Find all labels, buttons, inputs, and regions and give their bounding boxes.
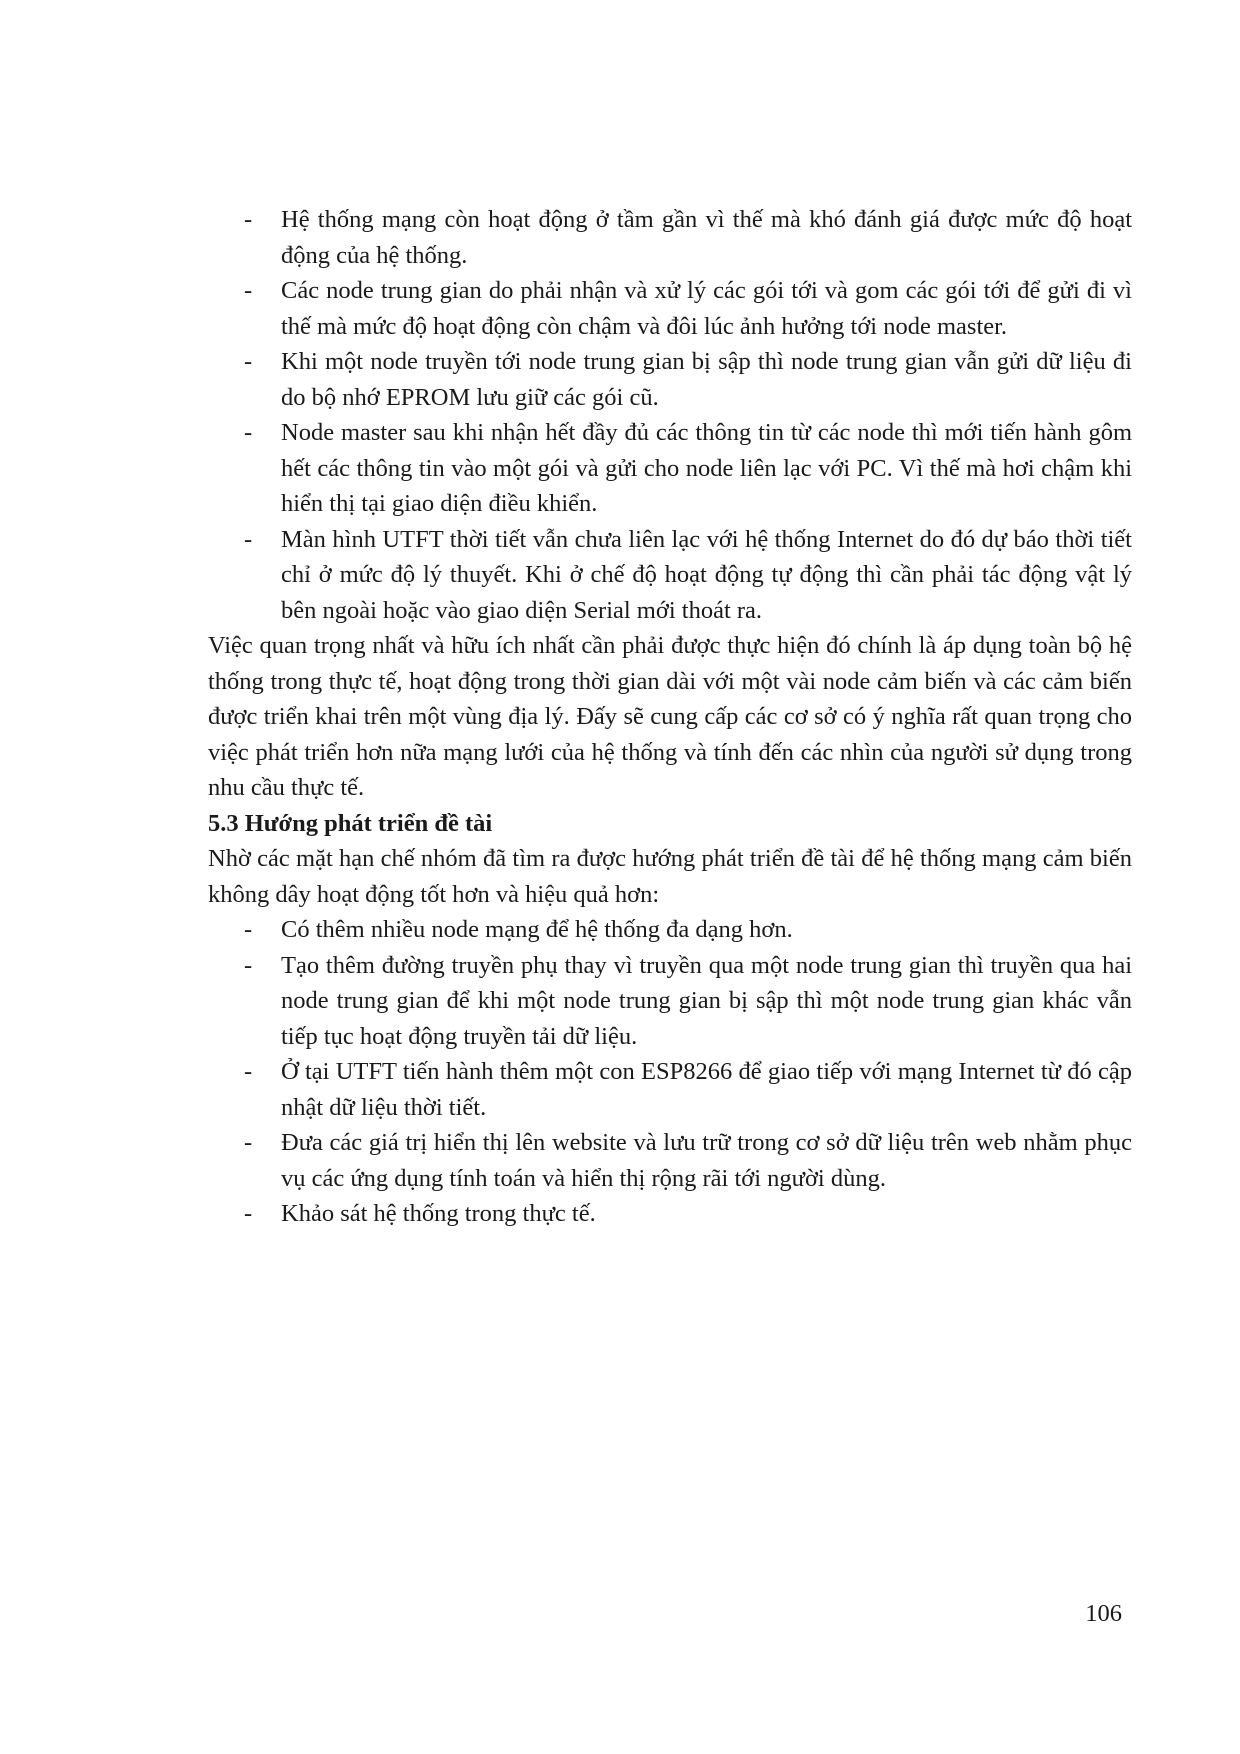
list-item-text: Tạo thêm đường truyền phụ thay vì truyền qua một node trung gian thì truyền qua hai node trung gian để khi một node trung gian bị sập thì một node trung gian khác vẫn tiếp tục hoạt động truyền tải dữ liệu. [281, 951, 1132, 1050]
bullet-marker: - [244, 277, 253, 304]
list-item-text: Ở tại UTFT tiến hành thêm một con ESP8266 để giao tiếp với mạng Internet từ đó cập nhật dữ liệu thời tiết. [281, 1058, 1132, 1121]
list-item-text: Các node trung gian do phải nhận và xử lý các gói tới và gom các gói tới để gửi đi vì thế mà mức độ hoạt động còn chậm và đôi lúc ảnh hưởng tới node master. [281, 277, 1132, 340]
list-item [208, 273, 1132, 344]
summary-paragraph: Việc quan trọng nhất và hữu ích nhất cần phải được thực hiện đó chính là áp dụng toàn bộ hệ thống trong thực tế, hoạt động trong thời gian dài với một vài node cảm biến và các cảm biến được triển khai trên một vùng địa lý. Đấy sẽ cung cấp các cơ sở có ý nghĩa rất quan trọng cho việc phát triển hơn nữa mạng lưới của hệ thống và tính đến các nhìn của người sử dụng trong nhu cầu thực tế. [208, 632, 1132, 801]
list-item [208, 1196, 1132, 1232]
list-item [208, 912, 1132, 948]
list-item [208, 202, 1132, 273]
list-item-text: Khi một node truyền tới node trung gian bị sập thì node trung gian vẫn gửi dữ liệu đi do bộ nhớ EPROM lưu giữ các gói cũ. [281, 348, 1132, 411]
bullet-marker: - [244, 348, 253, 375]
list-item-text: Khảo sát hệ thống trong thực tế. [281, 1200, 596, 1227]
bullet-marker: - [244, 419, 253, 446]
bullet-marker: - [244, 916, 253, 943]
list-item-text: Đưa các giá trị hiển thị lên website và lưu trữ trong cơ sở dữ liệu trên web nhằm phục vụ các ứng dụng tính toán và hiển thị rộng rãi tới người dùng. [281, 1129, 1132, 1192]
page-content [208, 202, 1132, 1232]
bullet-marker: - [244, 1058, 253, 1085]
bullet-marker: - [244, 1200, 253, 1227]
list-item [208, 522, 1132, 629]
bullet-marker: - [244, 206, 253, 233]
bullet-marker: - [244, 1129, 253, 1156]
list-item [208, 948, 1132, 1055]
list-item [208, 344, 1132, 415]
bullet-marker: - [244, 951, 253, 979]
list-item-text: Node master sau khi nhận hết đầy đủ các thông tin từ các node thì mới tiến hành gôm hết các thông tin vào một gói và gửi cho node liên lạc với PC. Vì thế mà hơi chậm khi hiển thị tại giao diện điều khiển. [281, 419, 1132, 517]
list-item [208, 415, 1132, 522]
list-item [208, 1054, 1132, 1125]
list-item-text: Có thêm nhiều node mạng để hệ thống đa dạng hơn. [281, 916, 793, 943]
section-intro: Nhờ các mặt hạn chế nhóm đã tìm ra được hướng phát triển đề tài để hệ thống mạng cảm biến không dây hoạt động tốt hơn và hiệu quả hơn: [208, 845, 1132, 908]
limitations-list [208, 202, 1132, 628]
list-item-text: Màn hình UTFT thời tiết vẫn chưa liên lạc với hệ thống Internet do đó dự báo thời tiết chỉ ở mức độ lý thuyết. Khi ở chế độ hoạt động tự động thì cần phải tác động vật lý bên ngoài hoặc vào giao diện Serial mới thoát ra. [281, 525, 1132, 624]
list-item [208, 1125, 1132, 1196]
development-list [208, 912, 1132, 1232]
section-heading: 5.3 Hướng phát triển đề tài [208, 809, 493, 837]
list-item-text: Hệ thống mạng còn hoạt động ở tầm gần vì thế mà khó đánh giá được mức độ hoạt động của hệ thống. [281, 206, 1132, 269]
page-number: 106 [1085, 1600, 1122, 1627]
bullet-marker: - [244, 525, 253, 553]
